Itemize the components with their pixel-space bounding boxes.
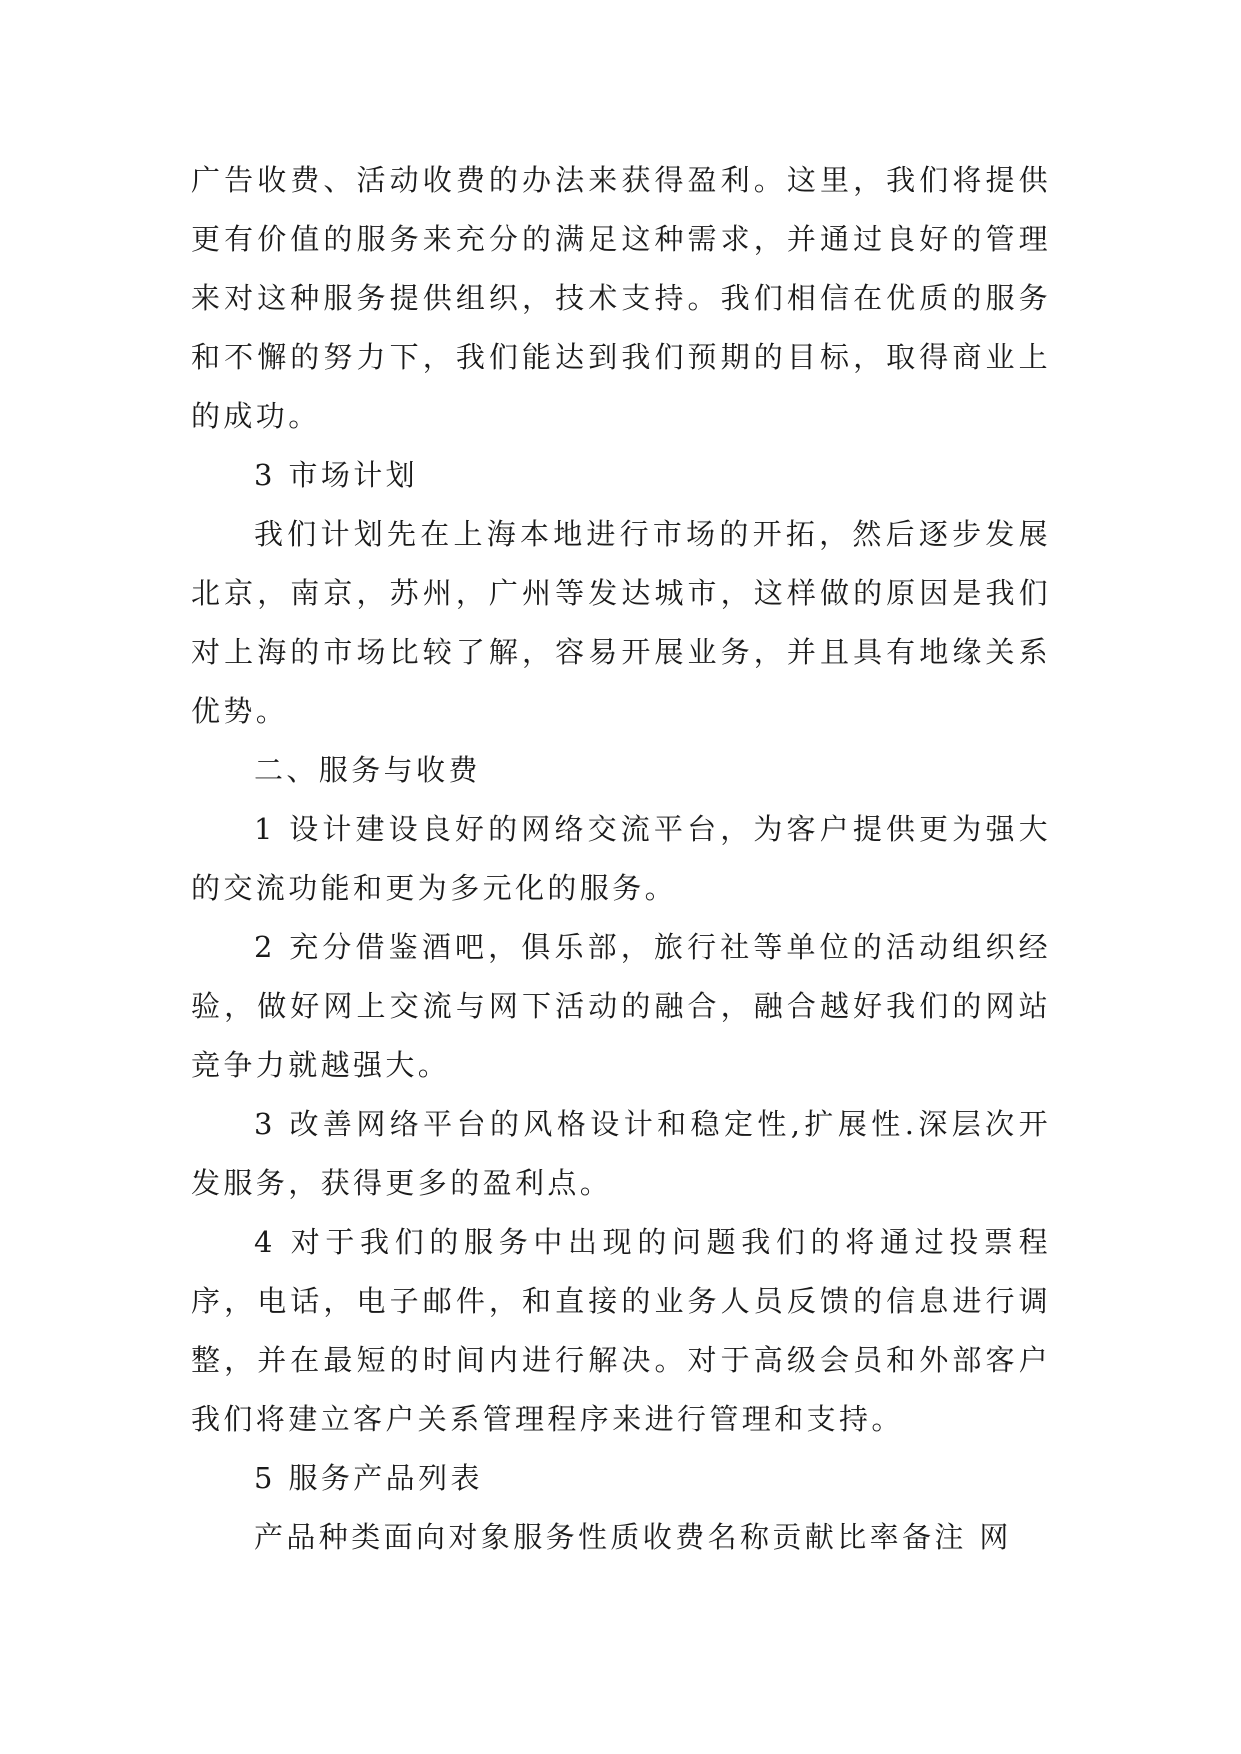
heading-market-plan: 3 市场计划 <box>254 458 419 492</box>
paragraph-service-item-2: 2 充分借鉴酒吧，俱乐部，旅行社等单位的活动组织经验，做好网上交流与网下活动的融合，融合越好我们的网站竞争力就越强大。 <box>191 930 1051 1082</box>
paragraph-service-item-3: 3 改善网络平台的风格设计和稳定性,扩展性.深层次开发服务，获得更多的盈利点。 <box>191 1107 1051 1200</box>
paragraph-market-plan: 我们计划先在上海本地进行市场的开拓，然后逐步发展北京，南京，苏州，广州等发达城市，这样做的原因是我们对上海的市场比较了解，容易开展业务，并且具有地缘关系优势。 <box>191 517 1051 728</box>
paragraph-service-item-1: 1 设计建设良好的网络交流平台，为客户提供更为强大的交流功能和更为多元化的服务。 <box>191 812 1051 905</box>
heading-service-product-list: 5 服务产品列表 <box>254 1461 483 1495</box>
paragraph-profit-intro: 广告收费、活动收费的办法来获得盈利。这里，我们将提供更有价值的服务来充分的满足这种需求，并通过良好的管理来对这种服务提供组织，技术支持。我们相信在优质的服务和不懈的努力下，我们能达到我们预期的目标，取得商业上的成功。 <box>191 163 1051 433</box>
paragraph-product-table-header: 产品种类面向对象服务性质收费名称贡献比率备注 网 <box>254 1520 1012 1554</box>
heading-service-and-fees: 二、服务与收费 <box>254 753 481 787</box>
paragraph-service-item-4: 4 对于我们的服务中出现的问题我们的将通过投票程序，电话，电子邮件，和直接的业务人员反馈的信息进行调整，并在最短的时间内进行解决。对于高级会员和外部客户我们将建立客户关系管理程序来进行管理和支持。 <box>191 1225 1051 1436</box>
document-body <box>191 151 1051 1567</box>
